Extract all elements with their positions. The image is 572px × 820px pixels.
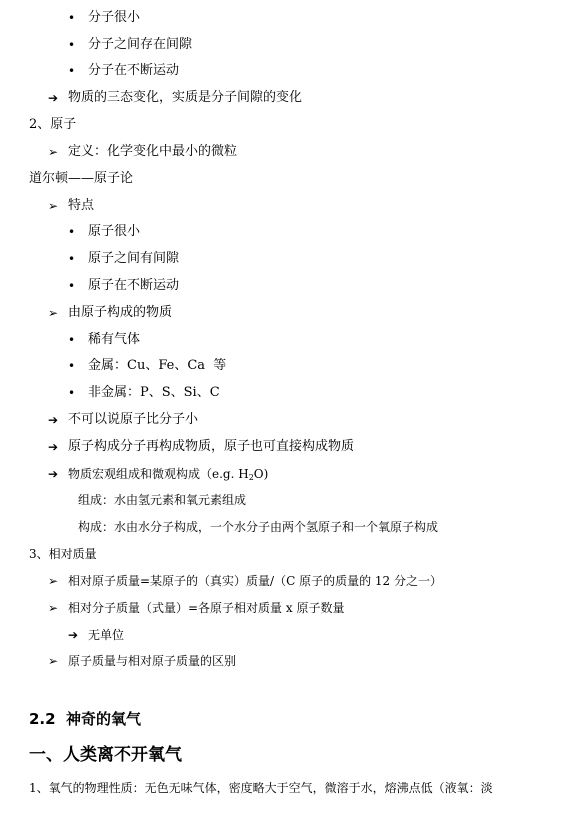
chapter-heading-text: 一、人类离不开氧气 — [29, 745, 182, 765]
section-heading-text: 3、相对质量 — [29, 547, 97, 561]
paragraph-text: 1、氧气的物理性质：无色无味气体，密度略大于空气，微溶于水，熔沸点低（液氧：淡 — [29, 781, 493, 795]
bullet-icon: • — [68, 279, 76, 293]
list-item-text — [68, 466, 268, 482]
list-item-text: 金属：Cu、Fe、Ca 等 — [88, 358, 227, 373]
bullet-icon: • — [68, 64, 76, 78]
paragraph-text: 构成：水由水分子构成，一个水分子由两个氢原子和一个氧原子构成 — [78, 520, 439, 534]
bullet-icon: • — [68, 252, 76, 266]
list-item-text: 无单位 — [88, 628, 125, 642]
arrowhead-icon: ➢ — [48, 654, 59, 668]
section-title-text: 2.2 神奇的氧气 — [29, 710, 142, 728]
list-item-text: 特点 — [68, 198, 95, 213]
arrowhead-icon: ➢ — [48, 145, 59, 159]
list-item-text: 稀有气体 — [88, 332, 141, 347]
arrow-icon: ➔ — [68, 628, 79, 642]
formula-prefix: 物质宏观组成和微观构成（e.g. H — [68, 467, 249, 481]
list-item-text: 相对分子质量（式量）=各原子相对质量 x 原子数量 — [68, 601, 345, 615]
arrowhead-icon: ➢ — [48, 199, 59, 213]
subscript-2: 2 — [248, 473, 254, 482]
bullet-icon: • — [68, 386, 76, 400]
arrowhead-icon: ➢ — [48, 306, 59, 320]
list-item-text: 原子在不断运动 — [88, 278, 180, 293]
bullet-icon: • — [68, 333, 76, 347]
bullet-icon: • — [68, 38, 76, 52]
bullet-icon: • — [68, 11, 76, 25]
arrow-icon: ➔ — [48, 440, 59, 454]
bullet-icon: • — [68, 225, 76, 239]
list-item-text: 原子质量与相对原子质量的区别 — [68, 654, 237, 668]
list-item-text: 原子之间有间隙 — [88, 251, 180, 266]
list-item-text: 非金属：P、S、Si、C — [88, 385, 220, 400]
list-item-text: 分子在不断运动 — [88, 63, 180, 78]
list-item-text: 由原子构成的物质 — [68, 305, 173, 320]
list-item-text: 定义：化学变化中最小的微粒 — [68, 144, 238, 159]
list-item-text: 原子很小 — [88, 224, 141, 239]
arrowhead-icon: ➢ — [48, 601, 59, 615]
list-item-text: 分子之间存在间隙 — [88, 37, 193, 52]
arrow-icon: ➔ — [48, 413, 59, 427]
arrow-icon: ➔ — [48, 467, 59, 481]
list-item-text: 物质的三态变化，实质是分子间隙的变化 — [68, 90, 303, 105]
list-item-text: 原子构成分子再构成物质，原子也可直接构成物质 — [68, 439, 355, 454]
arrowhead-icon: ➢ — [48, 574, 59, 588]
paragraph-text: 组成：水由氢元素和氧元素组成 — [78, 493, 247, 507]
section-heading-text: 2、原子 — [29, 117, 77, 132]
arrow-icon: ➔ — [48, 91, 59, 105]
list-item-text: 不可以说原子比分子小 — [68, 412, 199, 427]
list-item-text: 相对原子质量=某原子的（真实）质量/（C 原子的质量的 12 分之一） — [68, 574, 442, 588]
bullet-icon: • — [68, 359, 76, 373]
paragraph-text: 道尔顿——原子论 — [29, 171, 134, 186]
formula-suffix: O) — [253, 467, 269, 481]
list-item-text: 分子很小 — [88, 10, 141, 25]
